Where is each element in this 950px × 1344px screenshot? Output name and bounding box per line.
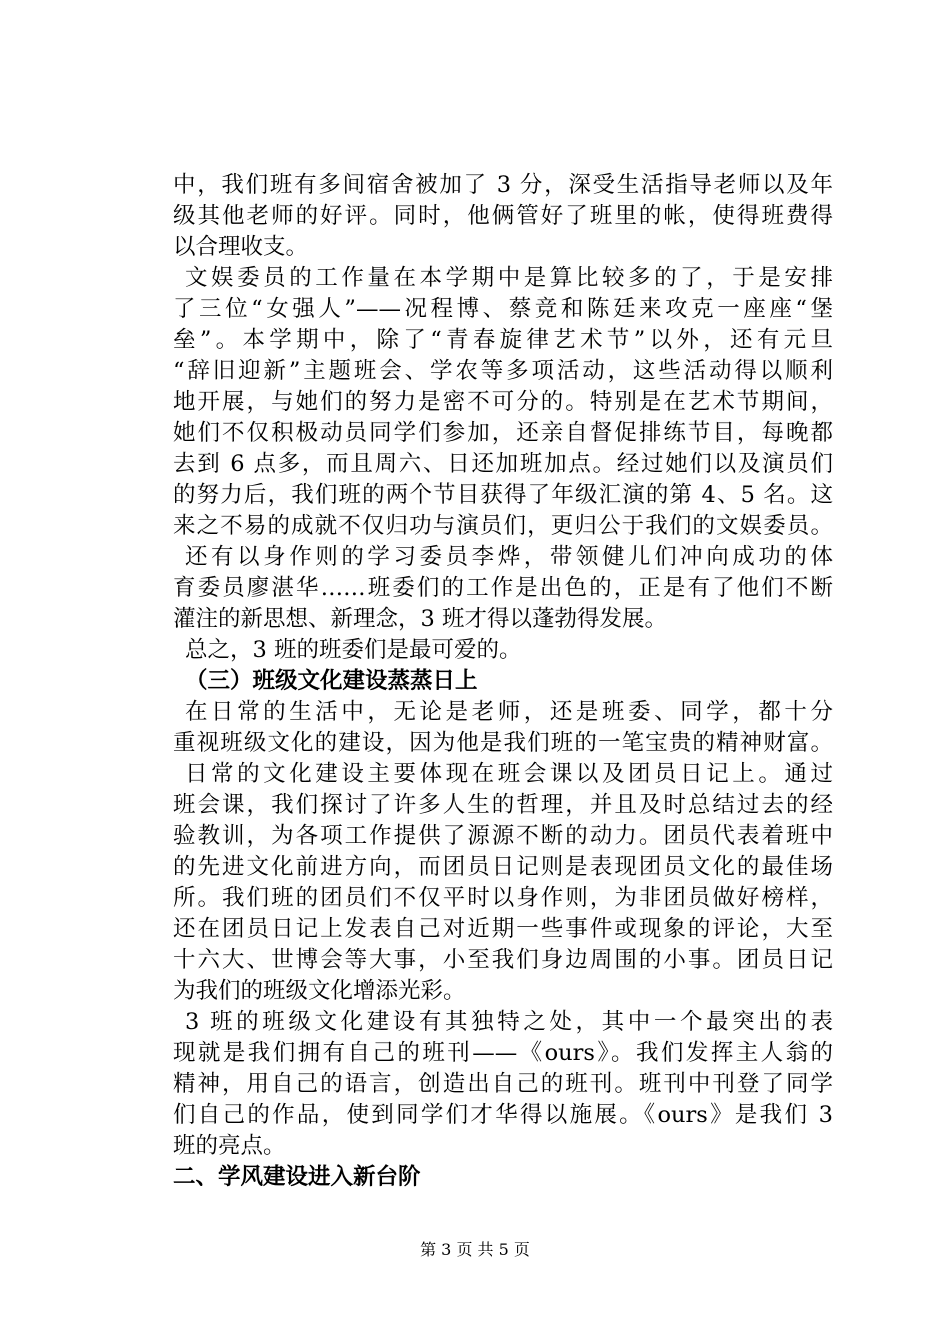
paragraph-start-line: 在日常的生活中，无论是老师，还是班委、同学，都十分 [185, 699, 833, 725]
section-heading: （三）班级文化建设蒸蒸日上 [185, 668, 478, 694]
paragraph-start-line: 日常的文化建设主要体现在班会课以及团员日记上。通过 [185, 761, 833, 787]
text-line: 育委员廖湛华……班委们的工作是出色的，正是有了他们不断 [173, 575, 833, 601]
text-line: 为我们的班级文化增添光彩。 [173, 978, 466, 1004]
text-line: 的先进文化前进方向，而团员日记则是表现团员文化的最佳场 [173, 854, 833, 880]
text-line: 十六大、世博会等大事，小至我们身边周围的小事。团员日记 [173, 947, 833, 973]
text-line: 们自己的作品，使到同学们才华得以施展。《ours》是我们 3 [173, 1102, 833, 1128]
paragraph-start-line: 还有以身作则的学习委员李烨，带领健儿们冲向成功的体 [185, 544, 833, 570]
text-line: 灌注的新思想、新理念，3 班才得以蓬勃得发展。 [173, 606, 667, 632]
text-line: 级其他老师的好评。同时，他俩管好了班里的帐，使得班费得 [173, 203, 833, 229]
paragraph-start-line: 3 班的班级文化建设有其独特之处，其中一个最突出的表 [185, 1009, 833, 1035]
text-line: 还在团员日记上发表自己对近期一些事件或现象的评论，大至 [173, 916, 833, 942]
text-line: 来之不易的成就不仅归功与演员们，更归公于我们的文娱委员。 [173, 513, 833, 539]
text-line: 的努力后，我们班的两个节目获得了年级汇演的第 4、5 名。这 [173, 482, 833, 508]
text-line: 以合理收支。 [173, 234, 309, 260]
text-line: 中，我们班有多间宿舍被加了 3 分，深受生活指导老师以及年 [173, 172, 833, 198]
text-line: 重视班级文化的建设，因为他是我们班的一笔宝贵的精神财富。 [173, 730, 833, 756]
paragraph-start-line: 文娱委员的工作量在本学期中是算比较多的了，于是安排 [185, 265, 833, 291]
text-line: 去到 6 点多，而且周六、日还加班加点。经过她们以及演员们 [173, 451, 833, 477]
text-line: 了三位“女强人”——况程博、蔡竞和陈廷来攻克一座座“堡 [173, 296, 833, 322]
text-line: 现就是我们拥有自己的班刊——《ours》。我们发挥主人翁的 [173, 1040, 833, 1066]
document-body [173, 170, 833, 1193]
text-line: 她们不仅积极动员同学们参加，还亲自督促排练节目，每晚都 [173, 420, 833, 446]
paragraph-start-line: 总之，3 班的班委们是最可爱的。 [185, 637, 522, 663]
page-footer: 第 3 页 共 5 页 [420, 1240, 530, 1259]
text-line: 所。我们班的团员们不仅平时以身作则，为非团员做好榜样， [173, 885, 833, 911]
text-line: 地开展，与她们的努力是密不可分的。特别是在艺术节期间， [173, 389, 833, 415]
section-heading: 二、学风建设进入新台阶 [173, 1164, 421, 1190]
text-line: 精神，用自己的语言，创造出自己的班刊。班刊中刊登了同学 [173, 1071, 833, 1097]
text-line: 垒”。本学期中，除了“青春旋律艺术节”以外，还有元旦 [173, 327, 833, 353]
text-line: 班的亮点。 [173, 1133, 286, 1159]
text-line: 班会课，我们探讨了许多人生的哲理，并且及时总结过去的经 [173, 792, 833, 818]
text-line: 验教训，为各项工作提供了源源不断的动力。团员代表着班中 [173, 823, 833, 849]
text-line: “辞旧迎新”主题班会、学农等多项活动，这些活动得以顺利 [173, 358, 833, 384]
